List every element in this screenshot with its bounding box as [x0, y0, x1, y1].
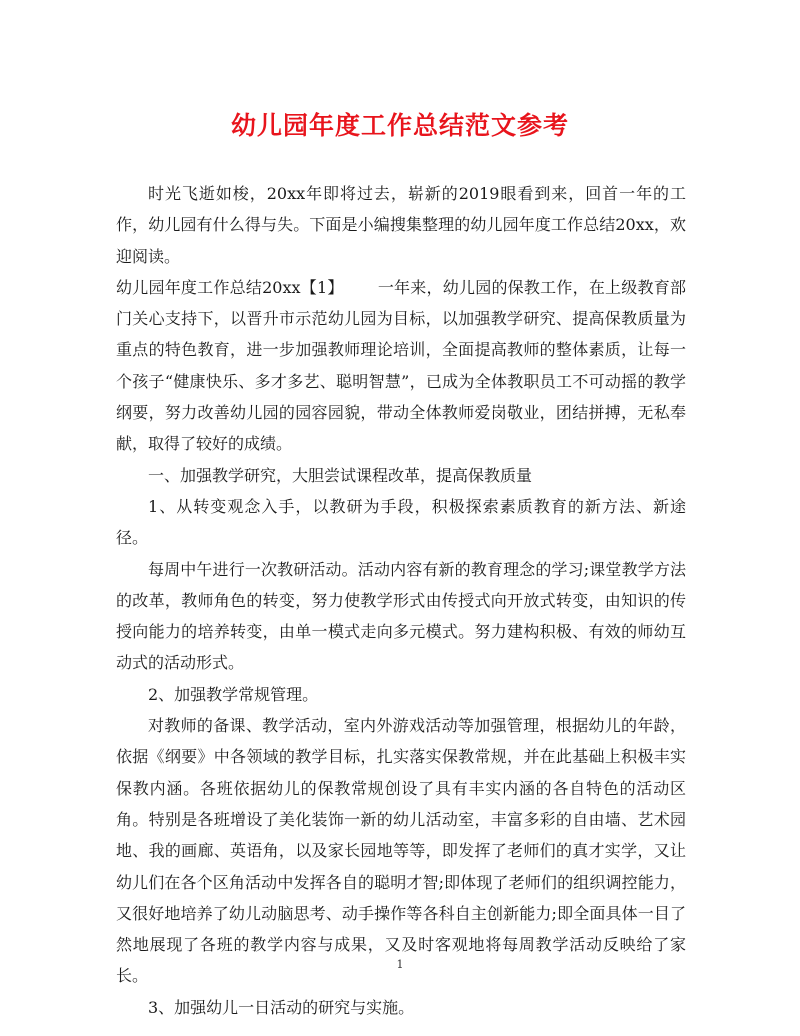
page-number: 1	[396, 958, 404, 971]
point-1-1-body: 每周中午进行一次教研活动。活动内容有新的教育理念的学习;课堂教学方法的改革，教师角色的转变，努力使教学形式由传授式向开放式转变，由知识的传授向能力的培养转变，由单一模式走向多元模式。努力建构积极、有效的师幼互动式的活动形式。	[116, 559, 686, 673]
point-1-1-heading: 1、从转变观念入手，以教研为手段，积极探索素质教育的新方法、新途径。	[116, 496, 686, 548]
intro-paragraph: 时光飞逝如梭，20xx年即将过去，崭新的2019眼看到来，回首一年的工作，幼儿园有什么得与失。下面是小编搜集整理的幼儿园年度工作总结20xx，欢迎阅读。	[116, 184, 686, 266]
section-paragraph	[116, 272, 686, 460]
point-1-heading: 一、加强教学研究，大胆尝试课程改革，提高保教质量	[148, 465, 533, 485]
section-heading: 幼儿园年度工作总结20xx【1】	[116, 277, 344, 297]
document-title: 幼儿园年度工作总结范文参考	[230, 111, 569, 140]
point-1-2-heading: 2、加强教学常规管理。	[148, 684, 319, 704]
point-1-3-heading: 3、加强幼儿一日活动的研究与实施。	[148, 997, 415, 1017]
document-body	[116, 178, 686, 1023]
point-1-2-body: 对教师的备课、教学活动，室内外游戏活动等加强管理，根据幼儿的年龄，依据《纲要》中各领域的教学目标，扎实落实保教常规，并在此基础上积极丰实保教内涵。各班依据幼儿的保教常规创设了具有丰实内涵的各自特色的活动区角。特别是各班增设了美化装饰一新的幼儿活动室，丰富多彩的自由墙、艺术园地、我的画廊、英语角，以及家长园地等等，即发挥了老师们的真才实学，又让幼儿们在各个区角活动中发挥各自的聪明才智;即体现了老师们的组织调控能力，又很好地培养了幼儿动脑思考、动手操作等各科自主创新能力;即全面具体一目了然地展现了各班的教学内容与成果，又及时客观地将每周教学活动反映给了家长。	[116, 716, 686, 986]
section-lead: 一年来，幼儿园的保教工作，在上级教育部门关心支持下，以晋升市示范幼儿园为目标，以加强教学研究、提高保教质量为重点的特色教育，进一步加强教师理论培训，全面提高教师的整体素质，让每一个孩子“健康快乐、多才多艺、聪明智慧”，已成为全体教职员工不可动摇的教学纲要，努力改善幼儿园的园容园貌，带动全体教师爱岗敬业，团结拼搏，无私奉献，取得了较好的成绩。	[116, 277, 686, 454]
